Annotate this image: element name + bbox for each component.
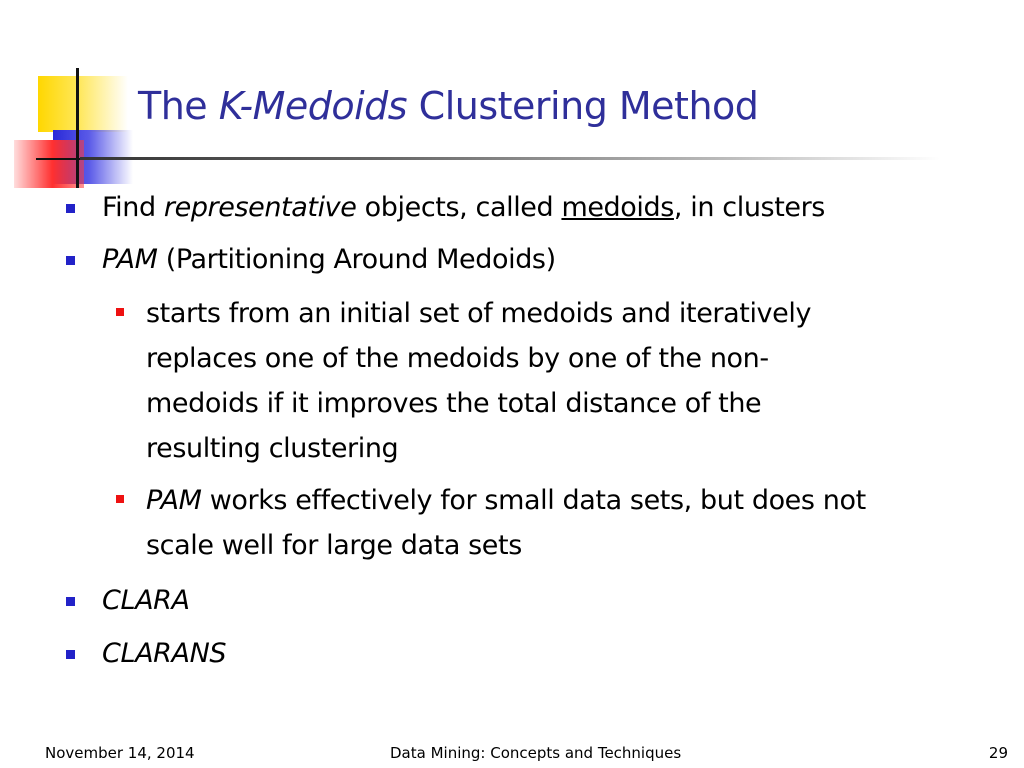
bullet-text: Find — [102, 192, 164, 223]
bullet-marker-icon — [66, 650, 75, 659]
bullet-clarans — [102, 631, 226, 676]
footer-date: November 14, 2014 — [45, 744, 195, 762]
footer-title: Data Mining: Concepts and Techniques — [390, 744, 682, 762]
sub-bullet-line: replaces one of the medoids by one of the non- — [146, 343, 769, 374]
bullet-clara — [102, 578, 190, 623]
bullet-text: , in clusters — [673, 192, 825, 223]
sub-bullet-pam-scale — [146, 478, 996, 568]
bullet-text: (Partitioning Around Medoids) — [157, 244, 556, 275]
bullet-marker-icon — [66, 597, 75, 606]
title-prefix: The — [138, 84, 219, 128]
sub-bullet-marker-icon — [116, 308, 124, 316]
sub-bullet-line: scale well for large data sets — [146, 530, 522, 561]
bullet-marker-icon — [66, 204, 75, 213]
sub-bullet-line: resulting clustering — [146, 433, 399, 464]
bullet-find-medoids — [102, 185, 825, 230]
bullet-italic-clara: CLARA — [102, 585, 190, 616]
bullet-italic-clarans: CLARANS — [102, 638, 227, 669]
sub-bullet-line: works effectively for small data sets, but does not — [201, 485, 866, 516]
bullet-pam — [102, 237, 556, 282]
sub-bullet-italic-pam: PAM — [146, 485, 202, 516]
bullet-text: objects, called — [356, 192, 562, 223]
bullet-underlined-medoids: medoids — [561, 192, 674, 223]
bullet-marker-icon — [66, 256, 75, 265]
title-suffix: Clustering Method — [407, 84, 759, 128]
title-emphasis: K-Medoids — [218, 84, 408, 128]
footer-page-number: 29 — [988, 744, 1008, 762]
sub-bullet-marker-icon — [116, 495, 124, 503]
sub-bullet-line: medoids if it improves the total distance of the — [146, 388, 762, 419]
sub-bullet-line: starts from an initial set of medoids and iteratively — [146, 298, 812, 329]
bullet-italic-pam: PAM — [102, 244, 158, 275]
bullet-italic-representative: representative — [163, 192, 357, 223]
sub-bullet-pam-algorithm — [146, 291, 996, 471]
